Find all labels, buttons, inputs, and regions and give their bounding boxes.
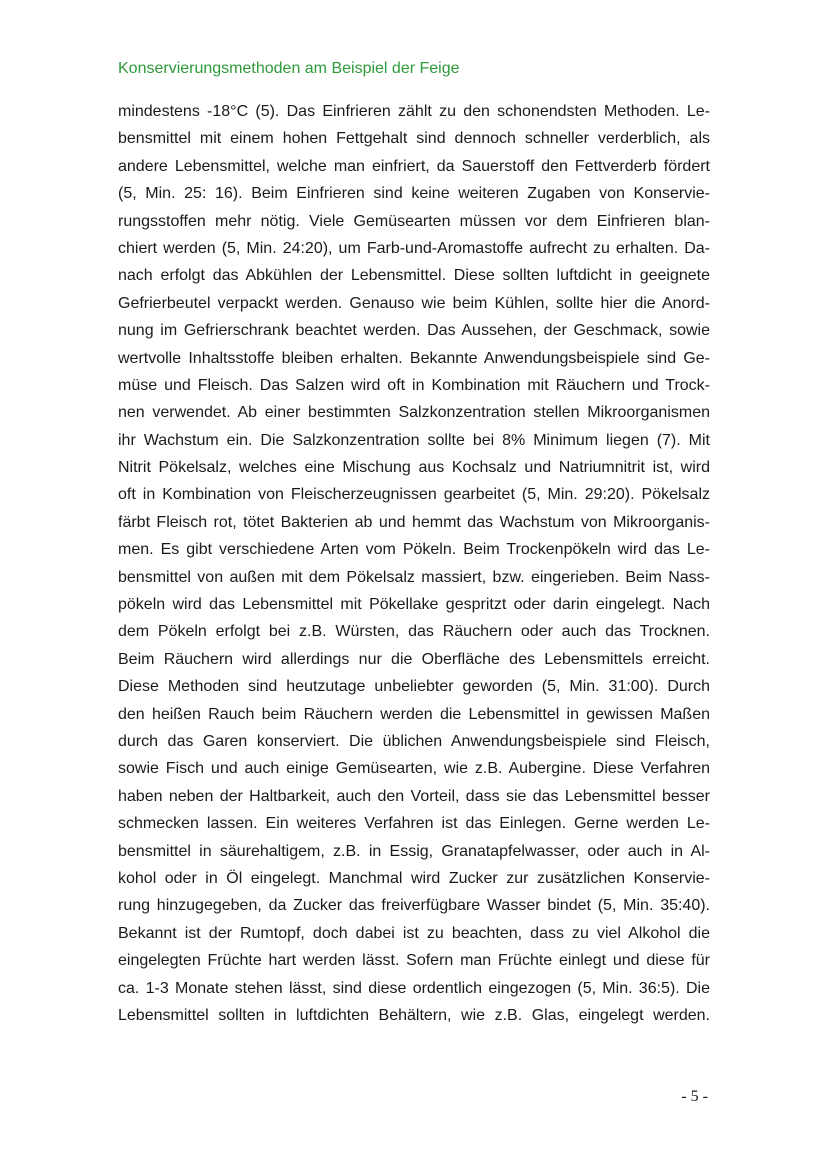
- text-line: Diese Methoden sind heutzutage unbeliebter geworden (5, Min. 31:00). Durch: [118, 678, 710, 696]
- text-line: ihr Wachstum ein. Die Salzkonzentration sollte bei 8% Minimum liegen (7). Mit: [118, 431, 710, 449]
- text-line: schmecken lassen. Ein weiteres Verfahren ist das Einlegen. Gerne werden Le-: [118, 815, 710, 833]
- text-line: haben neben der Haltbarkeit, auch den Vorteil, dass sie das Lebensmittel besser: [118, 787, 710, 805]
- text-line: sowie Fisch und auch einige Gemüsearten, wie z.B. Aubergine. Diese Verfahren: [118, 760, 710, 778]
- text-line: ca. 1-3 Monate stehen lässt, sind diese ordentlich eingezogen (5, Min. 36:5). Die: [118, 979, 710, 997]
- text-line: den heißen Rauch beim Räuchern werden die Lebensmittel in gewissen Maßen: [118, 705, 710, 723]
- running-header: Konservierungsmethoden am Beispiel der Feige: [118, 60, 460, 77]
- text-line: müse und Fleisch. Das Salzen wird oft in Kombination mit Räuchern und Trock-: [118, 376, 710, 394]
- text-line: Lebensmittel sollten in luftdichten Behältern, wie z.B. Glas, eingelegt werden.: [118, 1006, 710, 1024]
- text-line: Nitrit Pökelsalz, welches eine Mischung aus Kochsalz und Natriumnitrit ist, wird: [118, 459, 710, 477]
- text-line: wertvolle Inhaltsstoffe bleiben erhalten. Bekannte Anwendungsbeispiele sind Ge-: [118, 349, 710, 367]
- text-line: bensmittel mit einem hohen Fettgehalt sind dennoch schneller verderblich, als: [118, 130, 710, 148]
- text-line: durch das Garen konserviert. Die üblichen Anwendungsbeispiele sind Fleisch,: [118, 732, 710, 750]
- text-line: dem Pökeln erfolgt bei z.B. Würsten, das Räuchern oder auch das Trocknen.: [118, 623, 710, 641]
- text-line: bensmittel von außen mit dem Pökelsalz massiert, bzw. eingerieben. Beim Nass-: [118, 568, 710, 586]
- text-line: rung hinzugegeben, da Zucker das freiverfügbare Wasser bindet (5, Min. 35:40).: [118, 897, 710, 915]
- body-paragraph: [118, 98, 710, 1029]
- text-line: rungsstoffen mehr nötig. Viele Gemüsearten müssen vor dem Einfrieren blan-: [118, 212, 710, 230]
- text-line: men. Es gibt verschiedene Arten vom Pökeln. Beim Trockenpökeln wird das Le-: [118, 541, 710, 559]
- text-line: pökeln wird das Lebensmittel mit Pökellake gespritzt oder darin eingelegt. Nach: [118, 596, 710, 614]
- text-line: Gefrierbeutel verpackt werden. Genauso wie beim Kühlen, sollte hier die Anord-: [118, 294, 710, 312]
- text-line: oft in Kombination von Fleischerzeugnissen gearbeitet (5, Min. 29:20). Pökelsalz: [118, 486, 710, 504]
- text-line: mindestens -18°C (5). Das Einfrieren zählt zu den schonendsten Methoden. Le-: [118, 103, 710, 120]
- text-line: andere Lebensmittel, welche man einfriert, da Sauerstoff den Fettverderb fördert: [118, 157, 710, 175]
- text-line: chiert werden (5, Min. 24:20), um Farb-und-Aromastoffe aufrecht zu erhalten. Da-: [118, 239, 710, 257]
- text-line: kohol oder in Öl eingelegt. Manchmal wird Zucker zur zusätzlichen Konservie-: [118, 869, 710, 887]
- text-line: Beim Räuchern wird allerdings nur die Oberfläche des Lebensmittels erreicht.: [118, 650, 710, 668]
- text-line: Bekannt ist der Rumtopf, doch dabei ist zu beachten, dass zu viel Alkohol die: [118, 924, 710, 942]
- text-line: eingelegten Früchte hart werden lässt. Sofern man Früchte einlegt und diese für: [118, 952, 710, 970]
- text-line: bensmittel in säurehaltigem, z.B. in Essig, Granatapfelwasser, oder auch in Al-: [118, 842, 710, 860]
- text-line: nung im Gefrierschrank beachtet werden. Das Aussehen, der Geschmack, sowie: [118, 322, 710, 340]
- text-line: nach erfolgt das Abkühlen der Lebensmittel. Diese sollten luftdicht in geeignete: [118, 267, 710, 285]
- page-number: - 5 -: [681, 1088, 708, 1105]
- text-line: (5, Min. 25: 16). Beim Einfrieren sind keine weiteren Zugaben von Konservie-: [118, 185, 710, 203]
- text-line: nen verwendet. Ab einer bestimmten Salzkonzentration stellen Mikroorganismen: [118, 404, 710, 422]
- text-line: färbt Fleisch rot, tötet Bakterien ab und hemmt das Wachstum von Mikroorganis-: [118, 513, 710, 531]
